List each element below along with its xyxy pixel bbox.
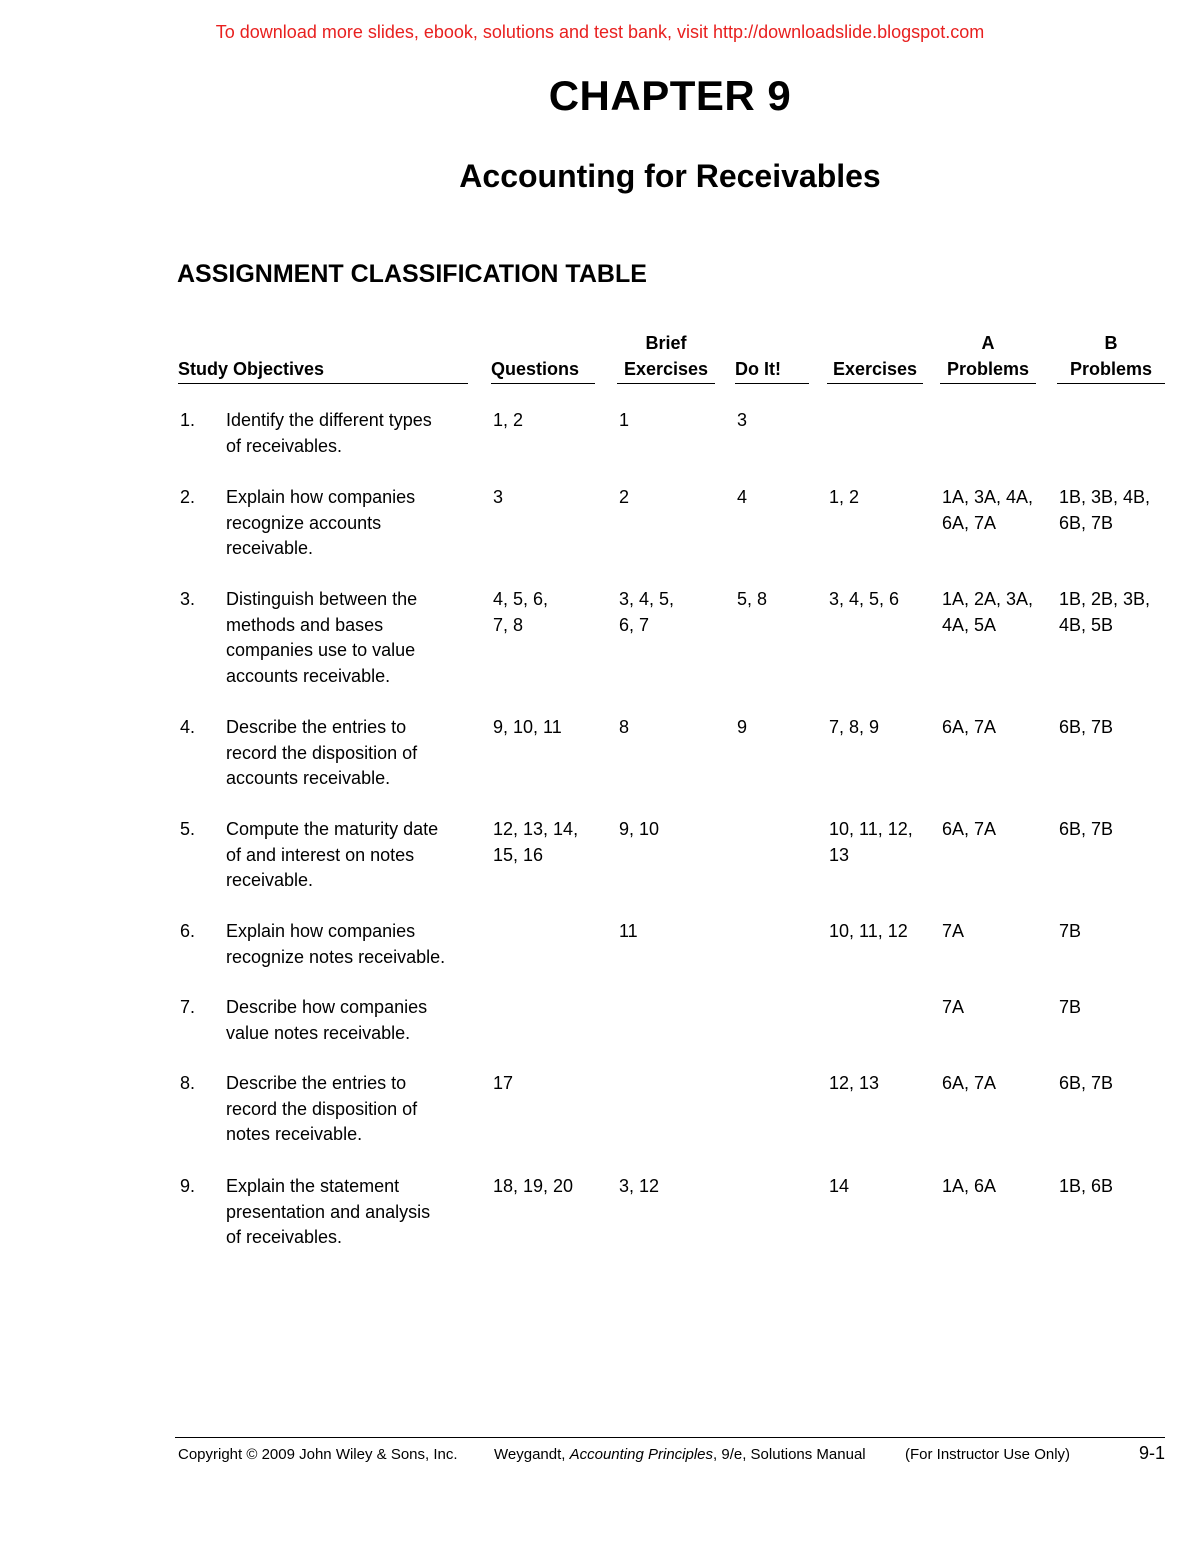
- cell-line: 6A, 7A: [942, 717, 997, 737]
- cell-line: 3, 12: [619, 1176, 660, 1196]
- objective-line: recognize notes receivable.: [226, 946, 446, 967]
- cell-line: 7B: [1059, 921, 1082, 941]
- brief-exercises-cell: [619, 408, 729, 434]
- exercises-cell: [829, 587, 934, 613]
- cell-line: 10, 11, 12: [829, 921, 908, 941]
- cell-line: 6A, 7A: [942, 819, 997, 839]
- brief-exercises-cell: [619, 587, 729, 638]
- objective-line: record the disposition of: [226, 1098, 418, 1119]
- cell-line: 15, 16: [493, 844, 544, 865]
- objective-line: Describe how companies: [226, 997, 428, 1017]
- cell-line: 1, 2: [829, 487, 860, 507]
- cell-line: 7A: [942, 921, 965, 941]
- objective-line: receivable.: [226, 538, 314, 558]
- footer-edition: , 9/e, Solutions Manual: [713, 1446, 866, 1463]
- cell-line: 6A, 7A: [942, 512, 997, 533]
- objective-description: [226, 1174, 476, 1251]
- b-problems-cell: [1059, 1174, 1169, 1200]
- objective-number: 9.: [180, 1176, 196, 1196]
- objective-number: 1.: [180, 410, 196, 430]
- objective-line: record the disposition of: [226, 742, 418, 763]
- cell-line: 4: [737, 487, 748, 507]
- exercises-cell: [829, 1071, 934, 1097]
- a-problems-cell: [942, 715, 1052, 741]
- cell-line: 1: [619, 410, 630, 430]
- chapter-heading: CHAPTER 9: [548, 72, 792, 119]
- questions-cell: [493, 587, 603, 638]
- cell-line: 13: [829, 844, 850, 865]
- b-problems-cell: [1059, 919, 1169, 945]
- objective-description: [226, 995, 476, 1046]
- brief-exercises-cell: [619, 919, 729, 945]
- a-problems-cell: [942, 995, 1052, 1021]
- do-it-cell: [737, 715, 817, 741]
- cell-line: 9: [737, 717, 748, 737]
- a-problems-cell: [942, 485, 1052, 536]
- objective-number: 7.: [180, 997, 196, 1017]
- cell-line: 17: [493, 1073, 514, 1093]
- do-it-cell: [737, 587, 817, 613]
- cell-line: 3, 4, 5, 6: [829, 589, 900, 609]
- cell-line: 1B, 3B, 4B,: [1059, 487, 1151, 507]
- objective-description: [226, 408, 476, 459]
- objective-line: of receivables.: [226, 1227, 343, 1247]
- brief-exercises-cell: [619, 715, 729, 741]
- objective-description: [226, 817, 476, 894]
- cell-line: 6A, 7A: [942, 1073, 997, 1093]
- cell-line: 3: [493, 487, 504, 507]
- a-problems-cell: [942, 817, 1052, 843]
- footer-copyright: Copyright © 2009 John Wiley & Sons, Inc.: [178, 1446, 458, 1463]
- questions-cell: [493, 715, 603, 741]
- page-number: 9-1: [1138, 1443, 1165, 1463]
- objective-number: 3.: [180, 589, 196, 609]
- objective-line: of receivables.: [226, 435, 343, 456]
- questions-cell: [493, 817, 603, 868]
- exercises-cell: [829, 919, 934, 945]
- cell-line: 7, 8, 9: [829, 717, 880, 737]
- footer-divider: [175, 1437, 1165, 1438]
- cell-line: 12, 13: [829, 1073, 880, 1093]
- objective-number: 4.: [180, 717, 196, 737]
- cell-line: 1A, 3A, 4A,: [942, 487, 1034, 507]
- cell-line: 7B: [1059, 997, 1082, 1017]
- objective-line: Describe the entries to: [226, 717, 407, 737]
- objective-line: Distinguish between the: [226, 589, 418, 609]
- cell-line: 14: [829, 1176, 850, 1196]
- footer-note: (For Instructor Use Only): [905, 1446, 1071, 1463]
- footer-book-title: Accounting Principles: [569, 1446, 714, 1463]
- objective-line: Explain the statement: [226, 1176, 400, 1196]
- objective-line: methods and bases: [226, 614, 384, 635]
- objective-number: 2.: [180, 487, 196, 507]
- cell-line: 1, 2: [493, 410, 524, 430]
- b-problems-cell: [1059, 587, 1169, 638]
- questions-cell: [493, 1071, 603, 1097]
- brief-exercises-cell: [619, 817, 729, 843]
- objective-line: of and interest on notes: [226, 844, 415, 865]
- a-problems-cell: [942, 1174, 1052, 1200]
- exercises-cell: [829, 485, 934, 511]
- objective-number: 5.: [180, 819, 196, 839]
- objective-line: accounts receivable.: [226, 665, 391, 686]
- cell-line: 7, 8: [493, 614, 524, 635]
- cell-line: 18, 19, 20: [493, 1176, 574, 1196]
- objective-line: accounts receivable.: [226, 768, 391, 788]
- cell-line: 6, 7: [619, 614, 650, 635]
- objective-description: [226, 485, 476, 562]
- footer-author: Weygandt,: [494, 1446, 566, 1463]
- cell-line: 1A, 6A: [942, 1176, 997, 1196]
- brief-exercises-cell: [619, 1174, 729, 1200]
- b-problems-cell: [1059, 1071, 1169, 1097]
- objective-line: Explain how companies: [226, 921, 416, 941]
- objective-line: presentation and analysis: [226, 1201, 431, 1222]
- objective-line: Explain how companies: [226, 487, 416, 507]
- cell-line: 3, 4, 5,: [619, 589, 675, 609]
- do-it-cell: [737, 485, 817, 511]
- brief-exercises-cell: [619, 485, 729, 511]
- chapter-title: Accounting for Receivables: [459, 158, 881, 194]
- objective-description: [226, 587, 476, 689]
- section-heading: ASSIGNMENT CLASSIFICATION TABLE: [177, 260, 647, 288]
- do-it-cell: [737, 408, 817, 434]
- objective-line: receivable.: [226, 870, 314, 890]
- b-problems-cell: [1059, 817, 1169, 843]
- cell-line: 3: [737, 410, 748, 430]
- cell-line: 6B, 7B: [1059, 819, 1114, 839]
- a-problems-cell: [942, 1071, 1052, 1097]
- a-problems-cell: [942, 919, 1052, 945]
- cell-line: 9, 10, 11: [493, 717, 562, 737]
- b-problems-cell: [1059, 995, 1169, 1021]
- objective-line: value notes receivable.: [226, 1022, 411, 1043]
- download-notice: To download more slides, ebook, solutions and test bank, visit http://downloadslide.blogspot.com: [215, 22, 985, 42]
- cell-line: 6B, 7B: [1059, 512, 1114, 533]
- cell-line: 2: [619, 487, 630, 507]
- objective-description: [226, 919, 476, 970]
- b-problems-cell: [1059, 485, 1169, 536]
- cell-line: 7A: [942, 997, 965, 1017]
- a-problems-cell: [942, 587, 1052, 638]
- objective-line: companies use to value: [226, 640, 416, 660]
- questions-cell: [493, 408, 603, 434]
- footer-source: [494, 1446, 866, 1463]
- cell-line: 1B, 6B: [1059, 1176, 1114, 1196]
- exercises-cell: [829, 715, 934, 741]
- cell-line: 6B, 7B: [1059, 1073, 1114, 1093]
- cell-line: 8: [619, 717, 630, 737]
- cell-line: 12, 13, 14,: [493, 819, 579, 839]
- cell-line: 5, 8: [737, 589, 768, 609]
- cell-line: 4A, 5A: [942, 614, 997, 635]
- b-problems-cell: [1059, 715, 1169, 741]
- exercises-cell: [829, 1174, 934, 1200]
- questions-cell: [493, 485, 603, 511]
- exercises-cell: [829, 817, 934, 868]
- cell-line: 1A, 2A, 3A,: [942, 589, 1034, 609]
- cell-line: 6B, 7B: [1059, 717, 1114, 737]
- questions-cell: [493, 1174, 603, 1200]
- objective-line: notes receivable.: [226, 1124, 363, 1144]
- objective-line: Identify the different types: [226, 410, 432, 430]
- objective-line: recognize accounts: [226, 512, 382, 533]
- cell-line: 11: [619, 921, 638, 941]
- cell-line: 1B, 2B, 3B,: [1059, 589, 1151, 609]
- cell-line: 9, 10: [619, 819, 660, 839]
- objective-description: [226, 1071, 476, 1148]
- cell-line: 4, 5, 6,: [493, 589, 549, 609]
- objective-number: 6.: [180, 921, 196, 941]
- objective-number: 8.: [180, 1073, 196, 1093]
- cell-line: 4B, 5B: [1059, 614, 1114, 635]
- objective-line: Compute the maturity date: [226, 819, 439, 839]
- objective-description: [226, 715, 476, 792]
- cell-line: 10, 11, 12,: [829, 819, 913, 839]
- objective-line: Describe the entries to: [226, 1073, 407, 1093]
